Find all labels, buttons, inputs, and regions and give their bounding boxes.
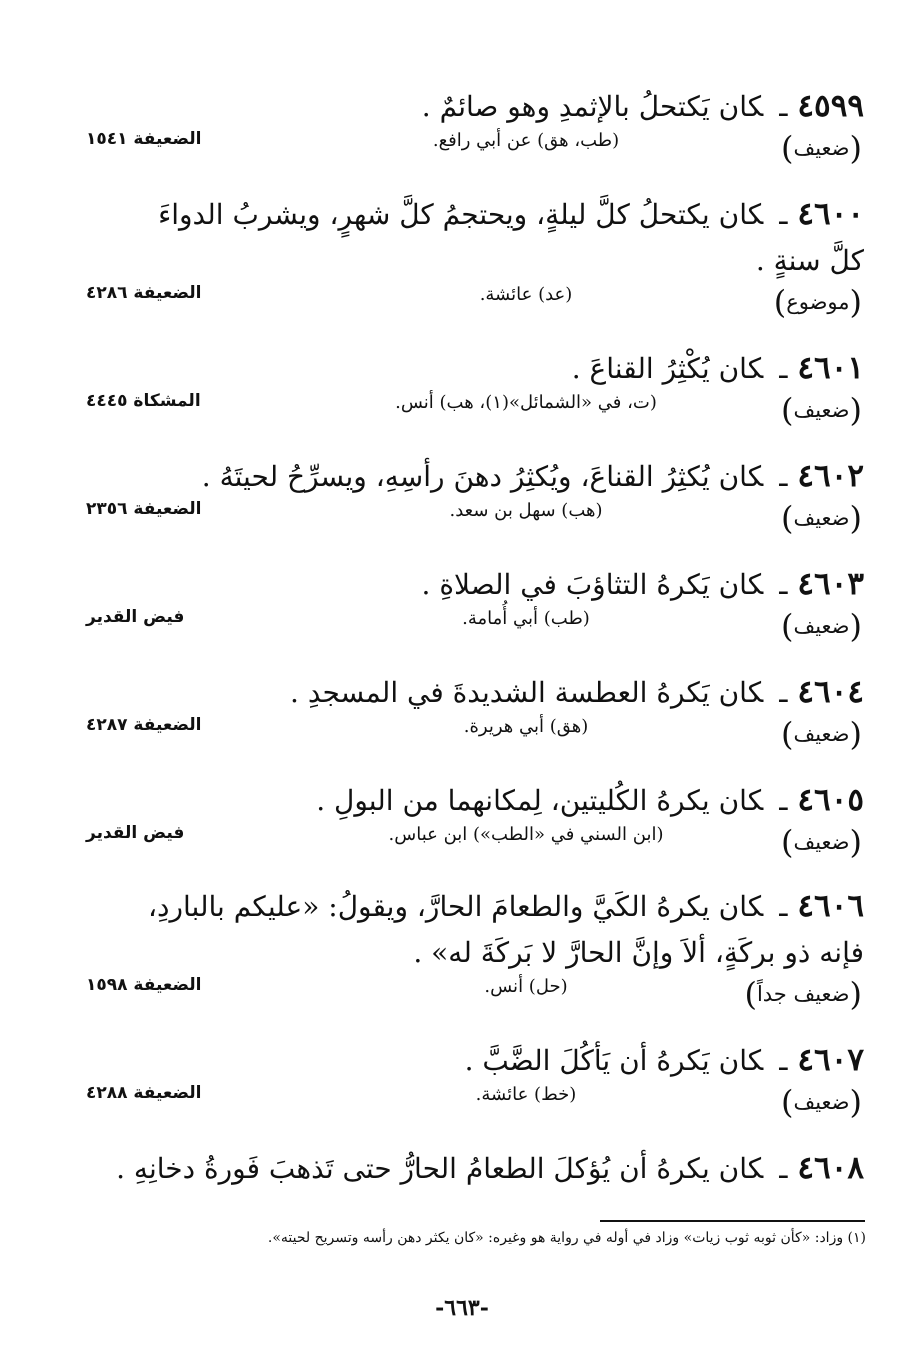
hadith-continuation: فإنه ذو بركَةٍ، ألاَ وإنَّ الحارَّ لا بَركَةَ له» . <box>413 936 864 969</box>
hadith-meta <box>80 715 864 765</box>
hadith-number: ٤٦٠٣ <box>797 566 864 602</box>
reference-label: الضعيفة ٤٢٨٨ <box>86 1083 202 1103</box>
hadith-entry <box>80 780 864 873</box>
hadith-line <box>80 672 864 713</box>
hadith-line <box>80 780 864 821</box>
grade-text: ضعيف <box>793 830 850 854</box>
number-dash: ـ <box>779 198 788 231</box>
source-citation: (ت، في «الشمائل»(١)، هب) أنس. <box>395 392 657 413</box>
reference-label: فيض القدير <box>86 607 185 627</box>
grade-label: (ضعيف) <box>780 129 862 167</box>
hadith-text: كان يكرهُ أن يُؤكلَ الطعامُ الحارُّ حتى تَذهبَ فَورةُ دخانِهِ . <box>116 1152 764 1185</box>
hadith-text: كان يكتحلُ كلَّ ليلةٍ، ويحتجمُ كلَّ شهرٍ، ويشربُ الدواءَ <box>158 198 764 231</box>
source-citation: (هق) أبي هريرة. <box>463 716 589 737</box>
hadith-entry <box>80 672 864 765</box>
grade-text: ضعيف <box>793 1090 850 1114</box>
hadith-text: كان يَكرهُ العطسة الشديدةَ في المسجدِ . <box>290 676 764 709</box>
hadith-text: كان يُكْثِرُ القناعَ . <box>571 352 764 385</box>
grade-text: ضعيف <box>793 722 850 746</box>
hadith-number: ٤٦٠٨ <box>797 1150 864 1186</box>
hadith-entry <box>80 86 864 179</box>
hadith-meta <box>80 1083 864 1133</box>
grade-label: (ضعيف) <box>780 607 862 645</box>
hadith-number: ٤٦٠٦ <box>797 888 864 924</box>
hadith-line <box>80 194 864 235</box>
hadith-line <box>80 1148 864 1189</box>
grade-text: ضعيف <box>793 614 850 638</box>
reference-label: الضعيفة ١٥٤١ <box>86 129 202 149</box>
hadith-text: كان يَكرهُ أن يَأكُلَ الضَّبَّ . <box>464 1044 764 1077</box>
source-citation: (طب) أبي أُمامة. <box>462 608 590 629</box>
grade-label: (ضعيف) <box>780 499 862 537</box>
page-number: -٦٦٣- <box>435 1295 489 1321</box>
reference-label: فيض القدير <box>86 823 185 843</box>
footnote-divider <box>600 1220 865 1222</box>
grade-text: ضعيف <box>793 506 850 530</box>
source-citation: (هب) سهل بن سعد. <box>449 500 603 521</box>
hadith-entry <box>80 194 864 333</box>
hadith-text: كان يَكرهُ التثاؤبَ في الصلاةِ . <box>421 568 764 601</box>
reference-label: المشكاة ٤٤٤٥ <box>86 391 201 411</box>
grade-text: موضوع <box>786 290 850 314</box>
hadith-text: كان يكرهُ الكَيَّ والطعامَ الحارَّ، ويقولُ: «عليكم بالباردِ، <box>147 890 764 923</box>
hadith-text: كان يكرهُ الكُليتين، لِمكانهما من البولِ . <box>316 784 764 817</box>
reference-label: الضعيفة ٤٢٨٧ <box>86 715 202 735</box>
hadith-line <box>80 1040 864 1081</box>
hadith-entry <box>80 564 864 657</box>
number-dash: ـ <box>779 460 788 493</box>
hadith-line <box>80 456 864 497</box>
hadith-number: ٤٦٠٧ <box>797 1042 864 1078</box>
grade-text: ضعيف <box>793 136 850 160</box>
hadith-meta <box>80 499 864 549</box>
hadith-number: ٤٥٩٩ <box>797 88 864 124</box>
hadith-line <box>80 564 864 605</box>
footnote: (١) وزاد: «كأن ثوبه ثوب زيات» وزاد في أوله في رواية هو وغيره: «كان يكثر دهن رأسه وتسريح لحيته». <box>267 1230 866 1246</box>
source-citation: (حل) أنس. <box>484 976 568 997</box>
source-citation: (خط) عائشة. <box>475 1084 577 1105</box>
number-dash: ـ <box>779 676 788 709</box>
hadith-text: كان يُكثِرُ القناعَ، ويُكثِرُ دهنَ رأسِهِ، ويسرِّحُ لحيتَهُ . <box>201 460 764 493</box>
hadith-meta <box>80 391 864 441</box>
grade-label: (ضعيف) <box>780 391 862 429</box>
number-dash: ـ <box>779 90 788 123</box>
hadith-entry <box>80 1040 864 1133</box>
grade-text: ضعيف <box>793 398 850 422</box>
number-dash: ـ <box>779 890 788 923</box>
hadith-entry <box>80 456 864 549</box>
hadith-line <box>80 348 864 389</box>
hadith-number: ٤٦٠٤ <box>797 674 864 710</box>
grade-label: (ضعيف) <box>780 715 862 753</box>
hadith-entry <box>80 1148 864 1189</box>
source-citation: (ابن السني في «الطب») ابن عباس. <box>388 824 664 845</box>
hadith-number: ٤٦٠١ <box>797 350 864 386</box>
grade-text: ضعيف جداً <box>756 982 850 1006</box>
grade-label: (ضعيف) <box>780 823 862 861</box>
grade-label: (ضعيف) <box>780 1083 862 1121</box>
hadith-number: ٤٦٠٢ <box>797 458 864 494</box>
hadith-entry <box>80 348 864 441</box>
number-dash: ـ <box>779 352 788 385</box>
hadith-number: ٤٦٠٠ <box>797 196 864 232</box>
hadith-line <box>80 886 864 927</box>
hadith-number: ٤٦٠٥ <box>797 782 864 818</box>
number-dash: ـ <box>779 568 788 601</box>
number-dash: ـ <box>779 784 788 817</box>
hadith-meta <box>80 975 864 1025</box>
grade-label: (ضعيف جداً) <box>744 975 862 1013</box>
reference-label: الضعيفة ١٥٩٨ <box>86 975 202 995</box>
reference-label: الضعيفة ٤٢٨٦ <box>86 283 202 303</box>
grade-label: (موضوع) <box>773 283 862 321</box>
source-citation: (عد) عائشة. <box>479 284 573 305</box>
hadith-entry <box>80 886 864 1025</box>
hadith-meta <box>80 823 864 873</box>
reference-label: الضعيفة ٢٣٥٦ <box>86 499 202 519</box>
hadith-line <box>80 86 864 127</box>
number-dash: ـ <box>779 1044 788 1077</box>
hadith-meta <box>80 607 864 657</box>
number-dash: ـ <box>779 1152 788 1185</box>
source-citation: (طب، هق) عن أبي رافع. <box>432 130 620 151</box>
hadith-continuation: كلَّ سنةٍ . <box>755 244 864 277</box>
hadith-text: كان يَكتحلُ بالإثمدِ وهو صائمٌ . <box>421 90 764 123</box>
hadith-meta <box>80 283 864 333</box>
hadith-meta <box>80 129 864 179</box>
